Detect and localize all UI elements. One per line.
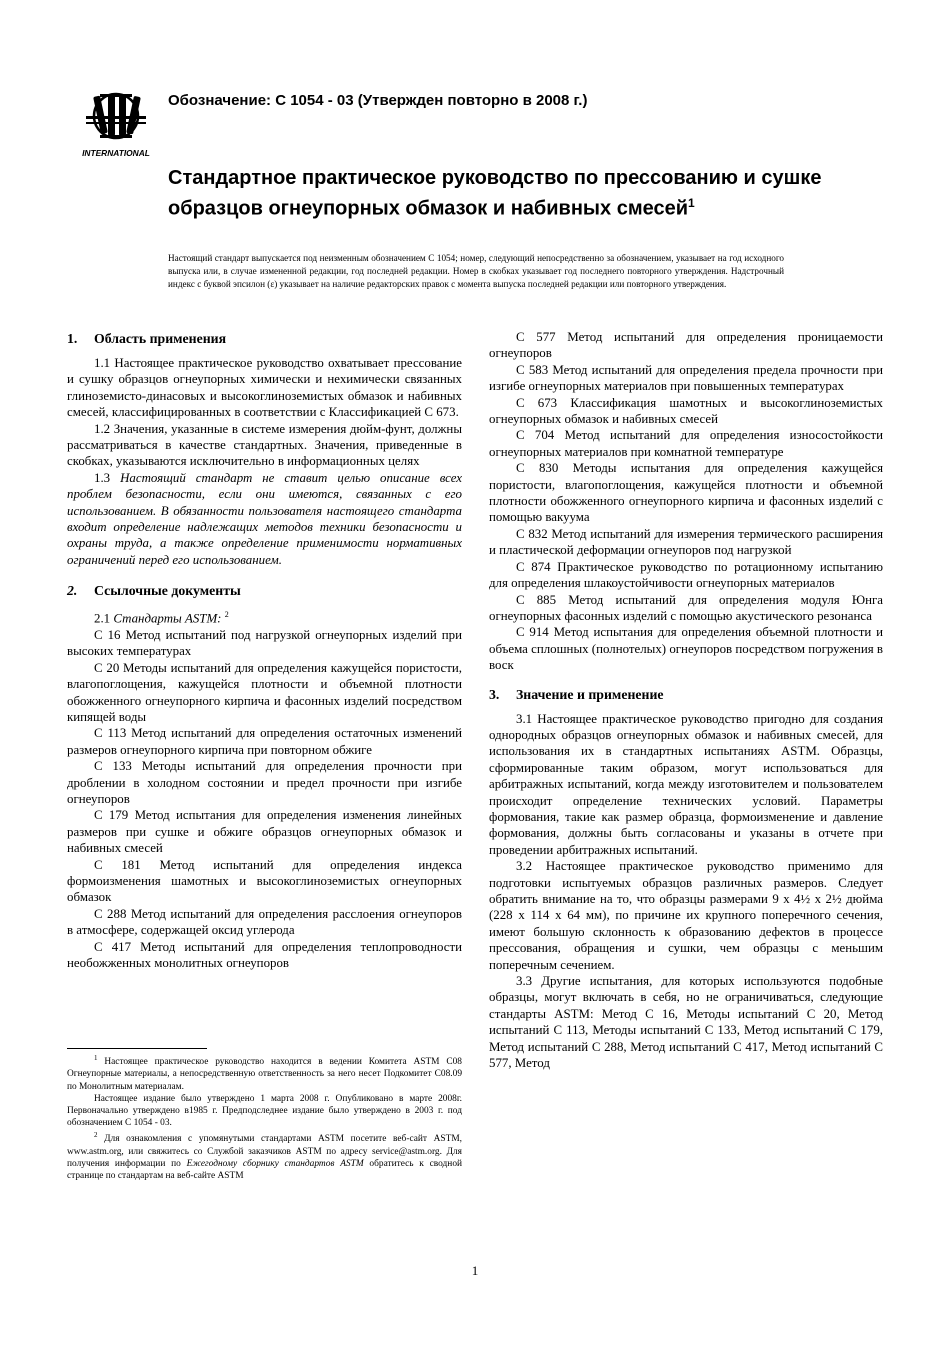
title-footnote-marker: 1 xyxy=(688,196,695,210)
reference-c16: C 16 Метод испытаний под нагрузкой огнеупорных изделий при высоких температурах xyxy=(67,627,462,659)
astm-logo-subtitle: INTERNATIONAL xyxy=(82,148,150,158)
reference-c133: C 133 Методы испытаний для определения прочности при дроблении в холодном состоянии и предел прочности при изгибе огнеупоров xyxy=(67,759,462,807)
section-3-number: 3. xyxy=(489,686,500,702)
standard-notice: Настоящий стандарт выпускается под неизменным обозначением C 1054; номер, следующий непосредственно за обозначением, указывает на год исходного выпуска или, в случае измененной редакции, год последней редакции. Номер в скобках указывает год последнего повторного утверждения. Надстрочный индекс с буквой эпсилон (ε) указывает на наличие редакторских правок с момента выпуска последней редакции или повторного утверждения. xyxy=(168,253,784,289)
reference-c874: C 874 Практическое руководство по ротационному испытанию для определения шлакоустойчивости огнеупорных материалов xyxy=(489,559,883,591)
section-3-title: Значение и применение xyxy=(516,686,664,702)
reference-c577: C 577 Метод испытаний для определения проницаемости огнеупоров xyxy=(489,330,883,361)
paragraph-3-3: 3.3 Другие испытания, для которых используются подобные образцы, могут включать в себя, но не ограничиваться, следующие стандарты ASTM: Метод C 16, Методы испытаний C 20, Метод испытаний C 113, Методы испытаний C 133, Метод испытаний C 179, Метод испытаний C 288, Метод испытаний C 417, Метод испытаний C 577, Метод xyxy=(489,974,883,1071)
paragraph-1-3 xyxy=(67,470,462,568)
footnote-2-text-c: обратитесь к сводной странице по стандартам на веб-сайте ASTM xyxy=(67,1158,463,1182)
paragraph-2-1-number: 2.1 xyxy=(94,611,111,626)
reference-c914: C 914 Метод испытания для определения объемной плотности и объема сплошных (полнотелых) огнеупоров посредством погружения в воск xyxy=(489,625,883,673)
paragraph-2-1-footnote-marker: 2 xyxy=(224,610,229,620)
section-1-number: 1. xyxy=(67,331,78,346)
reference-c832: C 832 Метод испытаний для измерения термического расширения и пластической деформации огнеупоров под нагрузкой xyxy=(489,526,883,558)
reference-c583: C 583 Метод испытаний для определения предела прочности при изгибе огнеупорных материалов при повышенных температурах xyxy=(489,362,883,394)
section-1-heading xyxy=(67,330,462,348)
footnote-1-text: Настоящее практическое руководство находится в ведении Комитета ASTM C08 Огнеупорные материалы, а непосредственную ответственность за него несет Подкомитет C08.09 по Монолитным материалам. xyxy=(67,1057,462,1092)
right-column xyxy=(489,329,883,1071)
reference-c20: C 20 Методы испытаний для определения кажущейся пористости, влагопоглощения, кажущейся плотности и объемной плотности обожженного огнеупорного кирпича и фасонных изделий посредством кипящей воды xyxy=(67,660,462,725)
astm-logo xyxy=(76,86,156,160)
footnote-1-edition: Настоящее издание было утверждено 1 марта 2008 г. Опубликовано в марте 2008г. Первоначально утверждено в1985 г. Предподследнее издание было утверждено в 2003 г. под обозначением C 1054 - 03. xyxy=(67,1093,462,1129)
footnote-2-marker: 2 xyxy=(94,1131,98,1140)
paragraph-1-1: 1.1 Настоящее практическое руководство охватывает прессование и сушку образцов огнеупорных химически и нехимически связанных глиноземисто-динасовых и высокоглиноземистых обмазок и набивных смесей, классифицированных в соответствии с Классификацией C 673. xyxy=(67,356,462,420)
paragraph-1-3-number: 1.3 xyxy=(94,470,111,485)
reference-c704: C 704 Метод испытаний для определения износостойкости огнеупорных материалов при комнатной температуре xyxy=(489,428,883,459)
footnote-1 xyxy=(67,1052,462,1093)
reference-c181: C 181 Метод испытаний для определения индекса формоизменения шамотных и высокоглиноземистых огнеупорных обмазок xyxy=(67,857,462,905)
paragraph-1-2: 1.2 Значения, указанные в системе измерения дюйм-фунт, должны рассматриваться в качестве стандартных. Значения, приведенные в скобках, указываются исключительно в информационных целях xyxy=(67,421,462,469)
standard-designation: Обозначение: C 1054 - 03 (Утвержден повторно в 2008 г.) xyxy=(168,92,588,109)
paragraph-2-1 xyxy=(67,607,462,627)
paragraph-3-1: 3.1 Настоящее практическое руководство пригодно для создания однородных образцов огнеупорных обмазок и набивных смесей, для использования их в стандартных испытаниях ASTM. Образцы, сформированные таким образом, могут использоваться для арбитражных испытаний, когда между изготовителем и пользователем происходит определение технических условий. Параметры формования, такие как размер образца, формоизменение и давление формования, должны быть согласованы и указаны в отчете при проведении арбитражных испытаний. xyxy=(489,711,883,857)
document-title-text: Стандартное практическое руководство по прессованию и сушке образцов огнеупорных обмазок и набивных смесей xyxy=(168,167,822,220)
footnote-2-text-b: Ежегодному сборнику стандартов ASTM xyxy=(186,1158,364,1169)
paragraph-3-2: 3.2 Настоящее практическое руководство применимо для подготовки испытуемых образцов различных размеров. Следует обратить внимание на то, что образцы размерами 9 x 4½ x 2½ дюйма (228 x 114 x 64 мм), по причине их крупного поперечного сечения, имеют большую склонность к образованию дефектов в процессе прессования, обращения и сушки, чем образцы с меньшим поперечным сечением. xyxy=(489,859,883,972)
section-2-title: Ссылочные документы xyxy=(94,583,241,599)
section-1-title: Область применения xyxy=(94,331,227,346)
reference-c179: C 179 Метод испытания для определения изменения линейных размеров при сушке и обжиге образцов огнеупорных обмазок и набивных смесей xyxy=(67,808,462,856)
section-3-heading xyxy=(489,686,883,704)
footnotes xyxy=(67,1052,462,1182)
footnote-2-text-a: Для ознакомления с упомянутыми стандартами ASTM посетите веб-сайт ASTM, www.astm.org, или свяжитесь со Службой заказчиков ASTM по адресу service@astm.org. Для получения информации по xyxy=(67,1134,463,1169)
section-2-heading xyxy=(67,582,462,600)
paragraph-1-3-text: Настоящий стандарт не ставит целью описание всех проблем безопасности, если они имеются, связанных с его использованием. В обязанности пользователя настоящего стандарта входит определение надлежащих методов техники безопасности и охраны труда, а также определение применимости нормативных ограничений перед его использованием. xyxy=(67,470,462,567)
section-2-number: 2. xyxy=(67,583,78,599)
footnote-1-marker: 1 xyxy=(94,1054,98,1062)
reference-c673: C 673 Классификация шамотных и высокоглиноземистых огнеупорных обмазок и набивных смесей xyxy=(489,395,883,427)
page-number: 1 xyxy=(471,1263,479,1278)
footnote-divider xyxy=(67,1048,207,1049)
reference-c288: C 288 Метод испытаний для определения расслоения огнеупоров в атмосфере, содержащей оксид углерода xyxy=(67,906,462,938)
paragraph-2-1-title: Стандарты ASTM: xyxy=(113,611,222,626)
reference-c417: C 417 Метод испытаний для определения теплопроводности необожженных монолитных огнеупоров xyxy=(67,939,462,971)
left-column xyxy=(67,330,462,972)
footnote-2 xyxy=(67,1129,462,1182)
reference-c113: C 113 Метод испытаний для определения остаточных изменений размеров огнеупорного кирпича при повторном обжиге xyxy=(67,726,462,757)
reference-c885: C 885 Метод испытаний для определения модуля Юнга огнеупорных фасонных изделий с помощью акустического резонанса xyxy=(489,592,883,623)
document-title xyxy=(168,166,828,222)
reference-c830: C 830 Методы испытания для определения кажущейся пористости, влагопоглощения, кажущейся плотности и объемной плотности обожженного огнеупорного кирпича и фасонных изделий с помощью вакуума xyxy=(489,461,883,525)
